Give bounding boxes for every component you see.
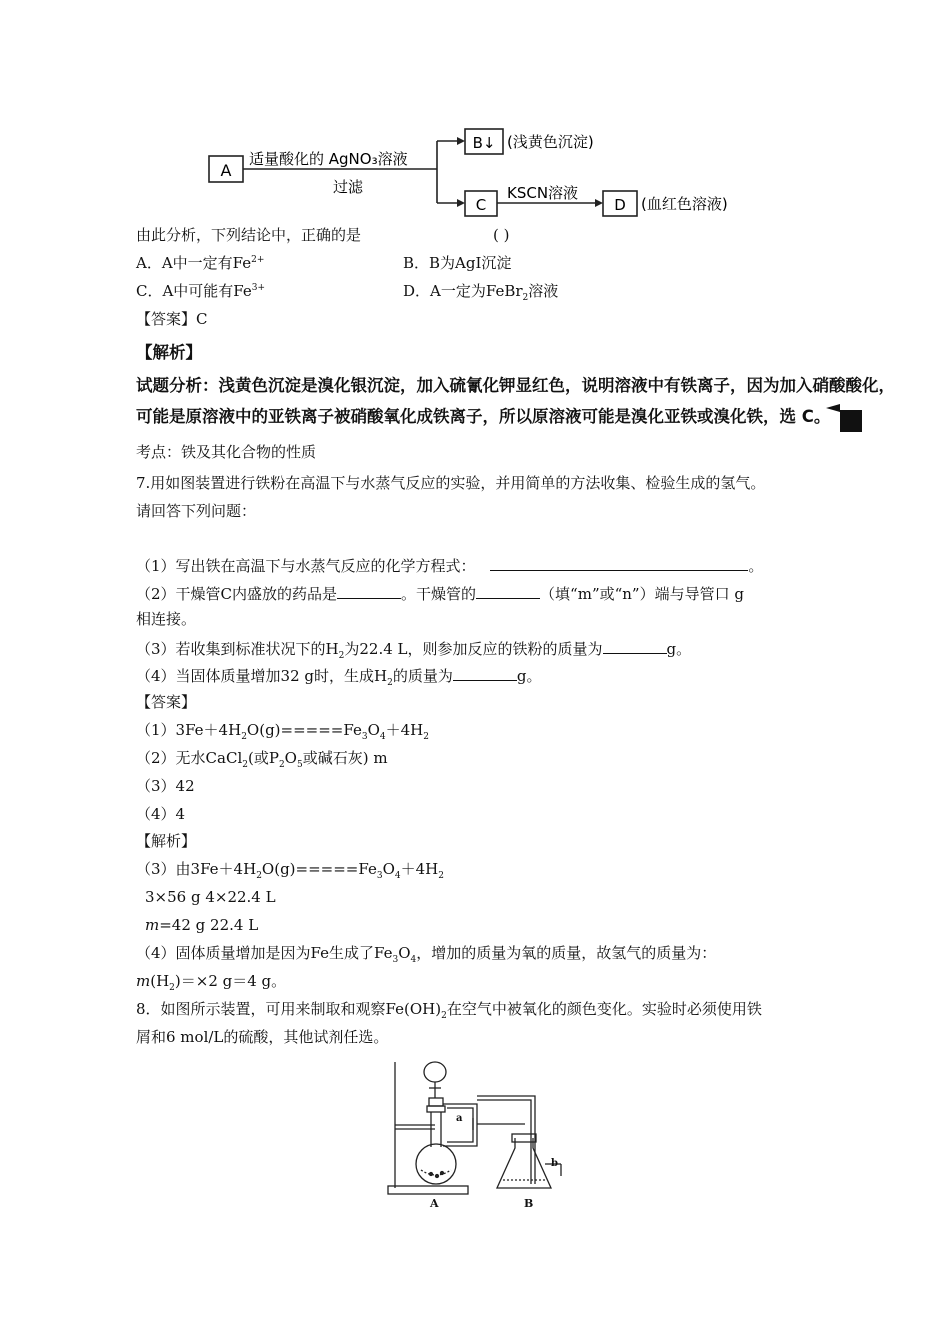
q7-stem-line1: 7.用如图装置进行铁粉在高温下与水蒸气反应的实验，并用简单的方法收集、检验生成的氢气。 <box>136 474 766 492</box>
q7-part1: （1）写出铁在高温下与水蒸气反应的化学方程式： 。 <box>136 557 764 575</box>
flow-node-b: B↓ <box>472 134 496 152</box>
black-square-icon <box>840 410 862 432</box>
apparatus-label-small-a: a <box>456 1113 463 1124</box>
q6-analysis-line1: 试题分析：浅黄色沉淀是溴化银沉淀，加入硫氰化钾显红色，说明溶液中有铁离子，因为加入硝酸酸化， <box>136 376 895 395</box>
q6-analysis-heading: 【解析】 <box>136 343 202 362</box>
q7-part2-blank2[interactable] <box>476 583 540 599</box>
q8-stem-line1: 8．如图所示装置，可用来制取和观察$Fe(OH)_2$在空气中被氧化的颜色变化。实验时必须使用铁 <box>136 1000 762 1021</box>
q6-stem: 由此分析，下列结论中，正确的是 <box>136 226 362 244</box>
apparatus-label-b: B <box>524 1197 534 1210</box>
flow-node-d: D <box>614 196 626 214</box>
q7-explain-4: （4）固体质量增加是因为Fe生成了$Fe_3O_4$，增加的质量为氧的质量，故氢气的质量为： <box>136 944 717 965</box>
q8-stem-line2: 屑和6 mol/L的硫酸，其他试剂任选。 <box>136 1028 389 1046</box>
q7-part4-blank[interactable] <box>453 665 517 681</box>
q7-answer-3: （3）42 <box>136 777 195 795</box>
q7-answer-heading: 【答案】 <box>136 693 197 711</box>
flow-diagram <box>205 122 765 222</box>
q7-answer-2: （2）无水CaCl$_2$(或$P_2O_5$或碱石灰) m <box>136 749 388 770</box>
flow-note-d: (血红色溶液) <box>641 195 728 213</box>
q7-stem-line2: 请回答下列问题： <box>136 502 257 520</box>
q6-option-c: C．A中可能有$Fe^{3+}$ <box>136 282 266 300</box>
apparatus-label-small-b: b <box>551 1158 558 1169</box>
q7-part2-blank1[interactable] <box>337 583 401 599</box>
q7-explain-3: m=42 g 22.4 L <box>145 916 259 934</box>
q6-option-a: A．A中一定有$Fe^{2+}$ <box>136 254 265 272</box>
q7-part1-blank[interactable] <box>490 555 748 571</box>
q7-answer-1: $(1)3Fe+4H_2O(g)=====Fe_3O_4+4H_2$ <box>136 721 429 742</box>
q7-part2-line2: 相连接。 <box>136 610 197 628</box>
q7-explain-5: $m(H_2)=\times 2$ g＝4 g。 <box>136 972 287 993</box>
apparatus-diagram <box>385 1052 575 1217</box>
flow-reagent-bottom: 过滤 <box>333 178 364 196</box>
q7-answer-4: （4）4 <box>136 805 186 823</box>
q7-explain-1: （3）由$3Fe+4H_2O(g)=====Fe_3O_4+4H_2$ <box>136 860 444 881</box>
q6-analysis-line2: 可能是原溶液中的亚铁离子被硝酸氧化成铁离子，所以原溶液可能是溴化亚铁或溴化铁，选 C。 <box>136 407 831 426</box>
q7-explain-2: 3×56 g 4×22.4 L <box>145 888 276 906</box>
q6-option-b: B．B为AgI沉淀 <box>403 254 512 272</box>
q7-part4: （4）当固体质量增加32 g时，生成$H_2$的质量为 g。 <box>136 667 542 688</box>
flow-node-a: A <box>220 161 232 180</box>
q7-part2: （2）干燥管C内盛放的药品是 。干燥管的 （填“m”或“n”）端与导管口 g <box>136 585 744 603</box>
flow-note-b: (浅黄色沉淀) <box>507 133 594 151</box>
flow-reagent-top: 适量酸化的 AgNO₃溶液 <box>249 150 408 168</box>
q6-option-d: D．A一定为FeBr$_2$溶液 <box>403 282 559 303</box>
q7-part3-blank[interactable] <box>603 638 667 654</box>
flow-node-c: C <box>475 196 487 214</box>
flow-kscn: KSCN溶液 <box>507 184 579 202</box>
cursor-mark-icon <box>826 404 840 412</box>
q7-part3: （3）若收集到标准状况下的$H_2$为22.4 L，则参加反应的铁粉的质量为 g。 <box>136 640 692 661</box>
q6-answer: 【答案】C <box>136 310 208 328</box>
q7-analysis-heading: 【解析】 <box>136 832 197 850</box>
q6-paren: ( ) <box>493 226 510 244</box>
apparatus-label-a: A <box>430 1197 439 1210</box>
q6-kaodian: 考点：铁及其化合物的性质 <box>136 443 317 461</box>
